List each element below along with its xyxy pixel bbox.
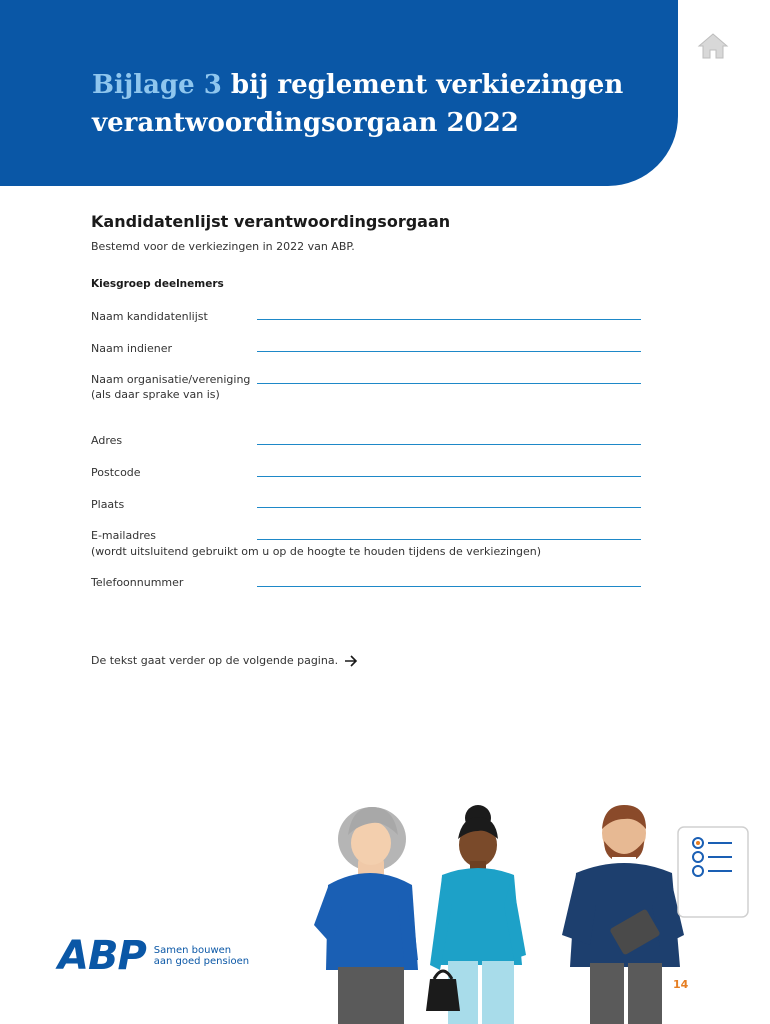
section-title: Kandidatenlijst verantwoordingsorgaan <box>91 212 451 231</box>
input-organisatie[interactable] <box>257 383 641 384</box>
field-label-plaats: Plaats <box>91 498 125 511</box>
input-adres[interactable] <box>257 444 641 445</box>
person-bearded-man <box>562 805 684 1024</box>
page-title <box>92 66 652 142</box>
person-woman-bun <box>426 805 526 1024</box>
title-rest: bij reglement verkiezingen verantwoordingsorgaan 2022 <box>92 70 624 138</box>
intro-text: Bestemd voor de verkiezingen in 2022 van ABP. <box>91 240 355 253</box>
input-plaats[interactable] <box>257 507 641 508</box>
home-icon[interactable] <box>697 32 729 60</box>
field-label-telefoon: Telefoonnummer <box>91 576 184 589</box>
continue-text: De tekst gaat verder op de volgende pagina. <box>91 654 339 667</box>
abp-logo <box>58 933 250 979</box>
people-illustration <box>300 795 760 1024</box>
field-label-kandidatenlijst: Naam kandidatenlijst <box>91 310 208 323</box>
title-accent: Bijlage 3 <box>92 70 222 100</box>
logo-text: ABP <box>58 933 146 979</box>
arrow-right-icon <box>344 655 358 667</box>
input-kandidatenlijst[interactable] <box>257 319 641 320</box>
field-label-postcode: Postcode <box>91 466 141 479</box>
field-label-email: E-mailadres <box>91 529 156 542</box>
header-banner <box>0 0 678 186</box>
checklist-icon <box>678 827 748 917</box>
email-note: (wordt uitsluitend gebruikt om u op de hoogte te houden tijdens de verkiezingen) <box>91 545 542 558</box>
person-older-woman <box>314 807 418 1024</box>
input-postcode[interactable] <box>257 476 641 477</box>
input-telefoon[interactable] <box>257 586 641 587</box>
field-label-indiener: Naam indiener <box>91 342 173 355</box>
tagline-line-2: aan goed pensioen <box>153 956 250 967</box>
field-label-adres: Adres <box>91 434 123 447</box>
page-number: 14 <box>673 978 689 991</box>
logo-tagline <box>154 945 249 967</box>
group-title: Kiesgroep deelnemers <box>91 278 224 290</box>
organisatie-note: (als daar sprake van is) <box>91 388 220 401</box>
input-email[interactable] <box>257 539 641 540</box>
field-label-organisatie: Naam organisatie/vereniging <box>91 373 251 386</box>
input-indiener[interactable] <box>257 351 641 352</box>
tagline-line-1: Samen bouwen <box>153 945 232 956</box>
continue-note <box>91 654 358 667</box>
